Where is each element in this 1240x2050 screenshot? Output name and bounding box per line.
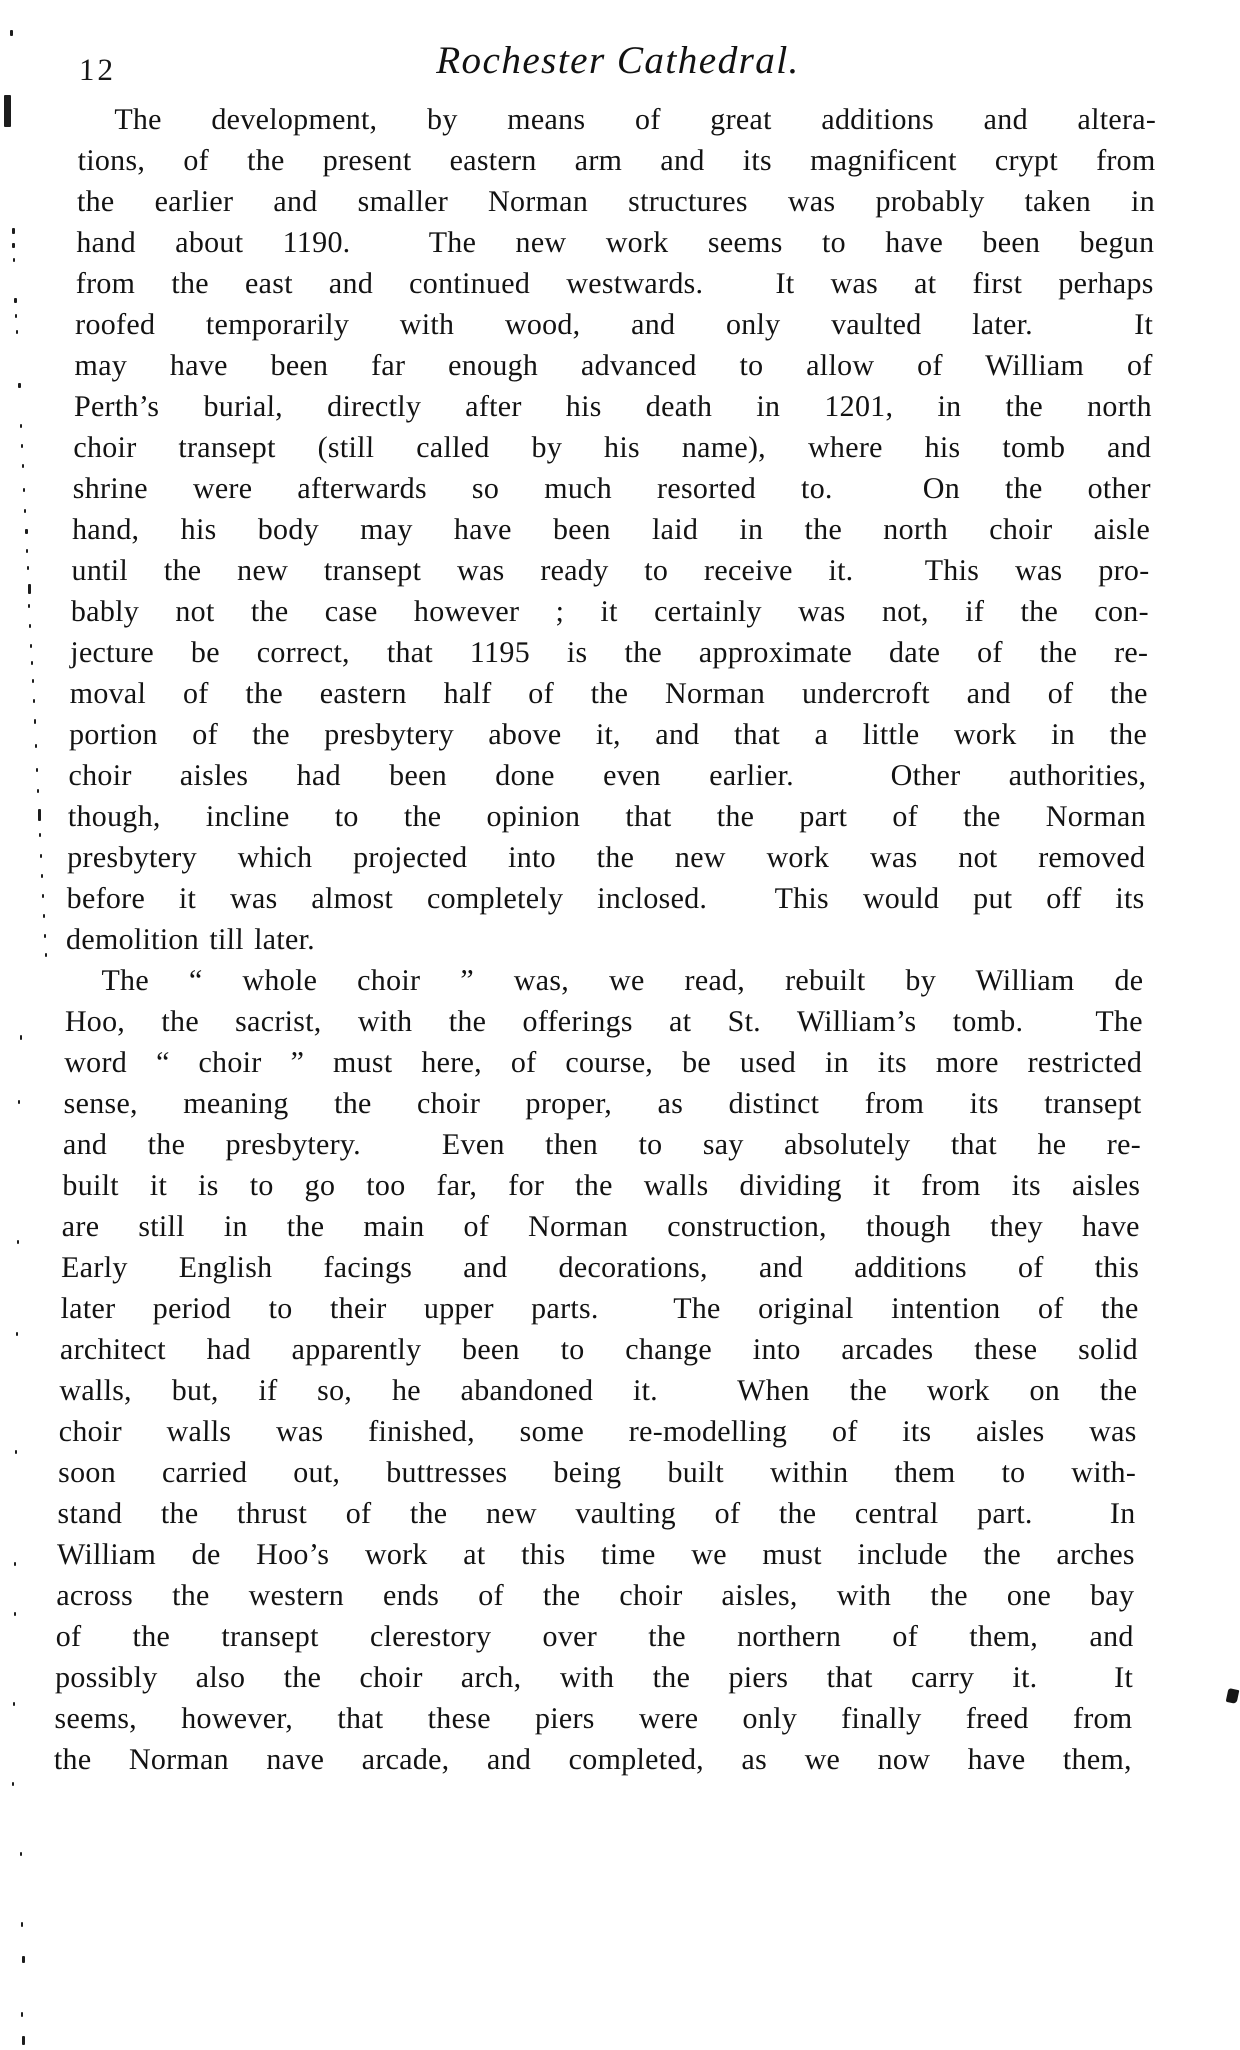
text-line: William de Hoo’s work at this time we must include the arches: [56, 1538, 1136, 1571]
scan-speck: [20, 1035, 22, 1040]
scan-speck: [31, 661, 33, 665]
scan-speck: [26, 549, 28, 553]
scan-speck: [29, 624, 31, 628]
text-line: word “ choir ” must here, of course, be used in its more restricted: [63, 1046, 1143, 1079]
scan-speck: [28, 604, 30, 608]
text-line: jecture be correct, that 1195 is the approximate date of the re-: [70, 636, 1149, 669]
text-line: the earlier and smaller Norman structures was probably taken in: [76, 185, 1156, 218]
scan-speck: [27, 566, 29, 570]
scan-speck: [10, 30, 13, 36]
text-line: hand about 1190. The new work seems to have been begun: [76, 226, 1155, 259]
scan-speck: [41, 874, 43, 878]
scan-speck: [22, 464, 24, 468]
text-line: stand the thrust of the new vaulting of the central part. In: [57, 1497, 1136, 1530]
text-line: Hoo, the sacrist, with the offerings at St. William’s tomb. The: [64, 1005, 1144, 1038]
text-line: roofed temporarily with wood, and only vaulted later. It: [74, 308, 1154, 341]
scan-speck: [17, 1240, 19, 1244]
text-line: The development, by means of great additions and altera-: [113, 103, 1157, 136]
text-line: built it is to go too far, for the walls dividing it from its aisles: [62, 1169, 1141, 1202]
text-line: may have been far enough advanced to allow of William of: [74, 349, 1153, 382]
scan-speck: [21, 1922, 23, 1927]
scan-speck: [18, 383, 21, 388]
text-line: until the new transept was ready to receive it. This was pro-: [71, 554, 1150, 587]
scan-speck: [12, 243, 15, 248]
scan-speck: [37, 789, 39, 793]
text-line: choir transept (still called by his name), where his tomb and: [73, 431, 1152, 464]
scan-speck: [18, 1100, 20, 1104]
scan-speck: [20, 424, 22, 428]
scan-speck: [34, 719, 36, 724]
scan-speck: [33, 699, 35, 703]
text-line: and the presbytery. Even then to say absolutely that he re-: [62, 1128, 1142, 1161]
text-line: bably not the case however ; it certainly was not, if the con-: [70, 595, 1150, 628]
scan-speck: [12, 1782, 14, 1786]
text-line: soon carried out, buttresses being built within them to with-: [57, 1456, 1137, 1489]
scan-speck: [35, 744, 37, 748]
text-line: Early English facings and decorations, and additions of this: [60, 1251, 1140, 1284]
text-line: architect had apparently been to change into arcades these solid: [59, 1333, 1139, 1366]
scan-speck: [22, 2036, 25, 2045]
scan-speck: [13, 258, 15, 262]
text-line: choir walls was finished, some re-modelling of its aisles was: [58, 1415, 1138, 1448]
scan-speck: [40, 854, 42, 858]
running-header: [79, 38, 1158, 90]
scan-speck: [23, 488, 25, 492]
text-line: though, incline to the opinion that the part of the Norman: [67, 800, 1147, 833]
page-number: 12: [78, 52, 117, 87]
scan-speck: [15, 1450, 17, 1454]
text-line: the Norman nave arcade, and completed, as we now have them,: [53, 1743, 1133, 1776]
scan-speck: [22, 1956, 25, 1963]
text-line: shrine were afterwards so much resorted to. On the other: [72, 472, 1151, 505]
scan-speck: [14, 1562, 16, 1566]
scan-speck: [30, 644, 32, 648]
scan-speck: [42, 894, 44, 898]
text-line: sense, meaning the choir proper, as distinct from its transept: [63, 1087, 1142, 1120]
text-line: demolition till later.: [65, 923, 316, 956]
scan-speck: [21, 444, 23, 448]
text-line: later period to their upper parts. The original intention of the: [60, 1292, 1139, 1325]
text-line: Perth’s burial, directly after his death in 1201, in the north: [73, 390, 1153, 423]
running-header-title: Rochester Cathedral.: [435, 39, 801, 82]
scan-speck: [14, 298, 17, 303]
text-line: from the east and continued westwards. It was at first perhaps: [75, 267, 1155, 300]
scan-speck: [15, 314, 17, 318]
text-line: walls, but, if so, he abandoned it. When the work on the: [59, 1374, 1138, 1407]
text-line: before it was almost completely inclosed. This would put off its: [66, 882, 1145, 915]
text-line: tions, of the present eastern arm and its magnificent crypt from: [77, 144, 1156, 177]
scan-speck: [20, 1852, 22, 1856]
page-body-text: [54, 99, 1157, 1780]
scan-speck: [44, 934, 46, 938]
scan-speck: [43, 914, 45, 918]
scan-speck: [38, 809, 41, 821]
scan-speck: [28, 584, 31, 594]
text-line: presbytery which projected into the new work was not removed: [67, 841, 1146, 874]
ink-blot: [1226, 1688, 1240, 1704]
scan-speck: [13, 1702, 15, 1706]
text-line: portion of the presbytery above it, and that a little work in the: [68, 718, 1148, 751]
scan-speck: [36, 768, 38, 772]
scan-speck: [32, 679, 34, 683]
text-line: possibly also the choir arch, with the piers that carry it. It: [54, 1661, 1134, 1694]
text-line: across the western ends of the choir aisles, with the one bay: [56, 1579, 1135, 1612]
scan-speck: [25, 529, 28, 534]
text-line: choir aisles had been done even earlier. Other authorities,: [68, 759, 1147, 792]
scan-speck: [21, 2012, 23, 2017]
text-line: are still in the main of Norman construction, though they have: [61, 1210, 1141, 1243]
scan-speck: [14, 1612, 16, 1616]
scan-speck: [24, 509, 26, 513]
text-line: moval of the eastern half of the Norman undercroft and of the: [69, 677, 1148, 710]
scan-speck: [16, 1332, 18, 1336]
scan-speck: [39, 833, 41, 837]
scan-speck: [4, 95, 11, 127]
text-line: seems, however, that these piers were only finally freed from: [54, 1702, 1133, 1735]
text-line: The “ whole choir ” was, we read, rebuilt by William de: [101, 964, 1144, 997]
scan-speck: [12, 228, 15, 234]
text-line: of the transept clerestory over the northern of them, and: [55, 1620, 1134, 1653]
text-line: hand, his body may have been laid in the north choir aisle: [71, 513, 1151, 546]
scan-speck: [16, 330, 18, 334]
scan-speck: [45, 953, 47, 957]
